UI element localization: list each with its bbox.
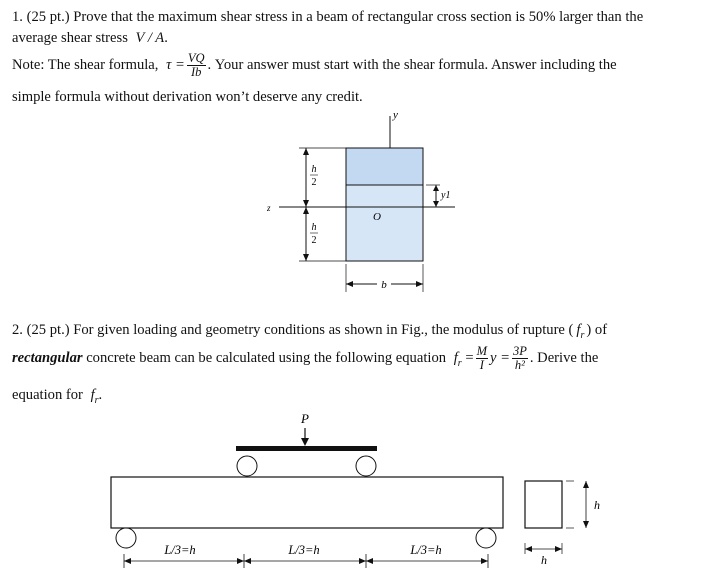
q2-number: 2. <box>12 322 23 338</box>
load-label: P <box>301 411 309 426</box>
y-axis-label: y <box>393 109 398 121</box>
y1-label: y1 <box>441 190 451 201</box>
question-1-line-2: average shear stress V / A. <box>12 30 168 46</box>
beam-figure <box>100 408 610 574</box>
support-roller-left <box>116 528 136 548</box>
question-1-line-1 <box>12 7 712 28</box>
origin-label: O <box>373 211 381 223</box>
support-roller-right <box>476 528 496 548</box>
section-height-label: h <box>594 498 600 512</box>
q1-points: (25 pt.) <box>26 9 70 25</box>
q1-prompt-cont: average shear stress <box>12 30 128 46</box>
half-h-top-den: 2 <box>311 177 317 188</box>
span-1-label: L/3=h <box>164 543 196 557</box>
question-2-line-2: rectangular concrete beam can be calculated using the following equation $f_r$ = $\frac{M}{I}$ y = $\frac{3P}{\text{h²}}$ . Derive the <box>12 344 599 372</box>
z-axis-label: z <box>267 203 271 213</box>
shaded-area <box>346 148 423 185</box>
question-1-note-end: simple formula without derivation won’t deserve any credit. <box>12 89 363 105</box>
load-roller-right <box>356 456 376 476</box>
q1-number: 1. <box>12 9 23 25</box>
question-1-note <box>12 52 712 86</box>
half-h-bottom-den: 2 <box>311 235 317 246</box>
half-h-bottom-num: h <box>311 222 317 233</box>
q2-prompt: For given loading and geometry conditions as shown in Fig., the modulus of rupture ( <box>73 322 574 338</box>
fr-equation: f <box>453 349 458 366</box>
beam-section <box>525 481 562 528</box>
q1-ratio: V / A <box>135 30 165 46</box>
q1-note-rest: . Your answer must start with the shear formula. Answer including the <box>207 56 617 73</box>
q1-note-label: Note: The shear formula, <box>12 56 159 73</box>
q2-bold-word: rectangular <box>12 349 83 366</box>
question-2-line-1: 2. (25 pt.) For given loading and geometry conditions as shown in Fig., the modulus of rupture ( $f_r$ ) of <box>12 322 608 341</box>
width-label: b <box>381 279 387 291</box>
load-roller-left <box>237 456 257 476</box>
q2-points: (25 pt.) <box>26 322 70 338</box>
q2-prompt-cont: concrete beam can be calculated using the following equation <box>86 349 447 366</box>
half-h-top-num: h <box>311 164 317 175</box>
tau-symbol: τ = <box>166 56 185 73</box>
question-2-line-3: equation for $f_r$. <box>12 387 103 406</box>
loading-plate <box>236 446 377 451</box>
cross-section-figure <box>255 108 485 300</box>
span-3-label: L/3=h <box>410 543 442 557</box>
beam <box>111 477 503 528</box>
shear-formula: $\frac{VQ}{Ib}$ <box>187 51 205 79</box>
span-2-label: L/3=h <box>288 543 320 557</box>
section-width-label: h <box>541 553 547 567</box>
q1-prompt: Prove that the maximum shear stress in a beam of rectangular cross section is 50% larger than the <box>73 9 644 25</box>
